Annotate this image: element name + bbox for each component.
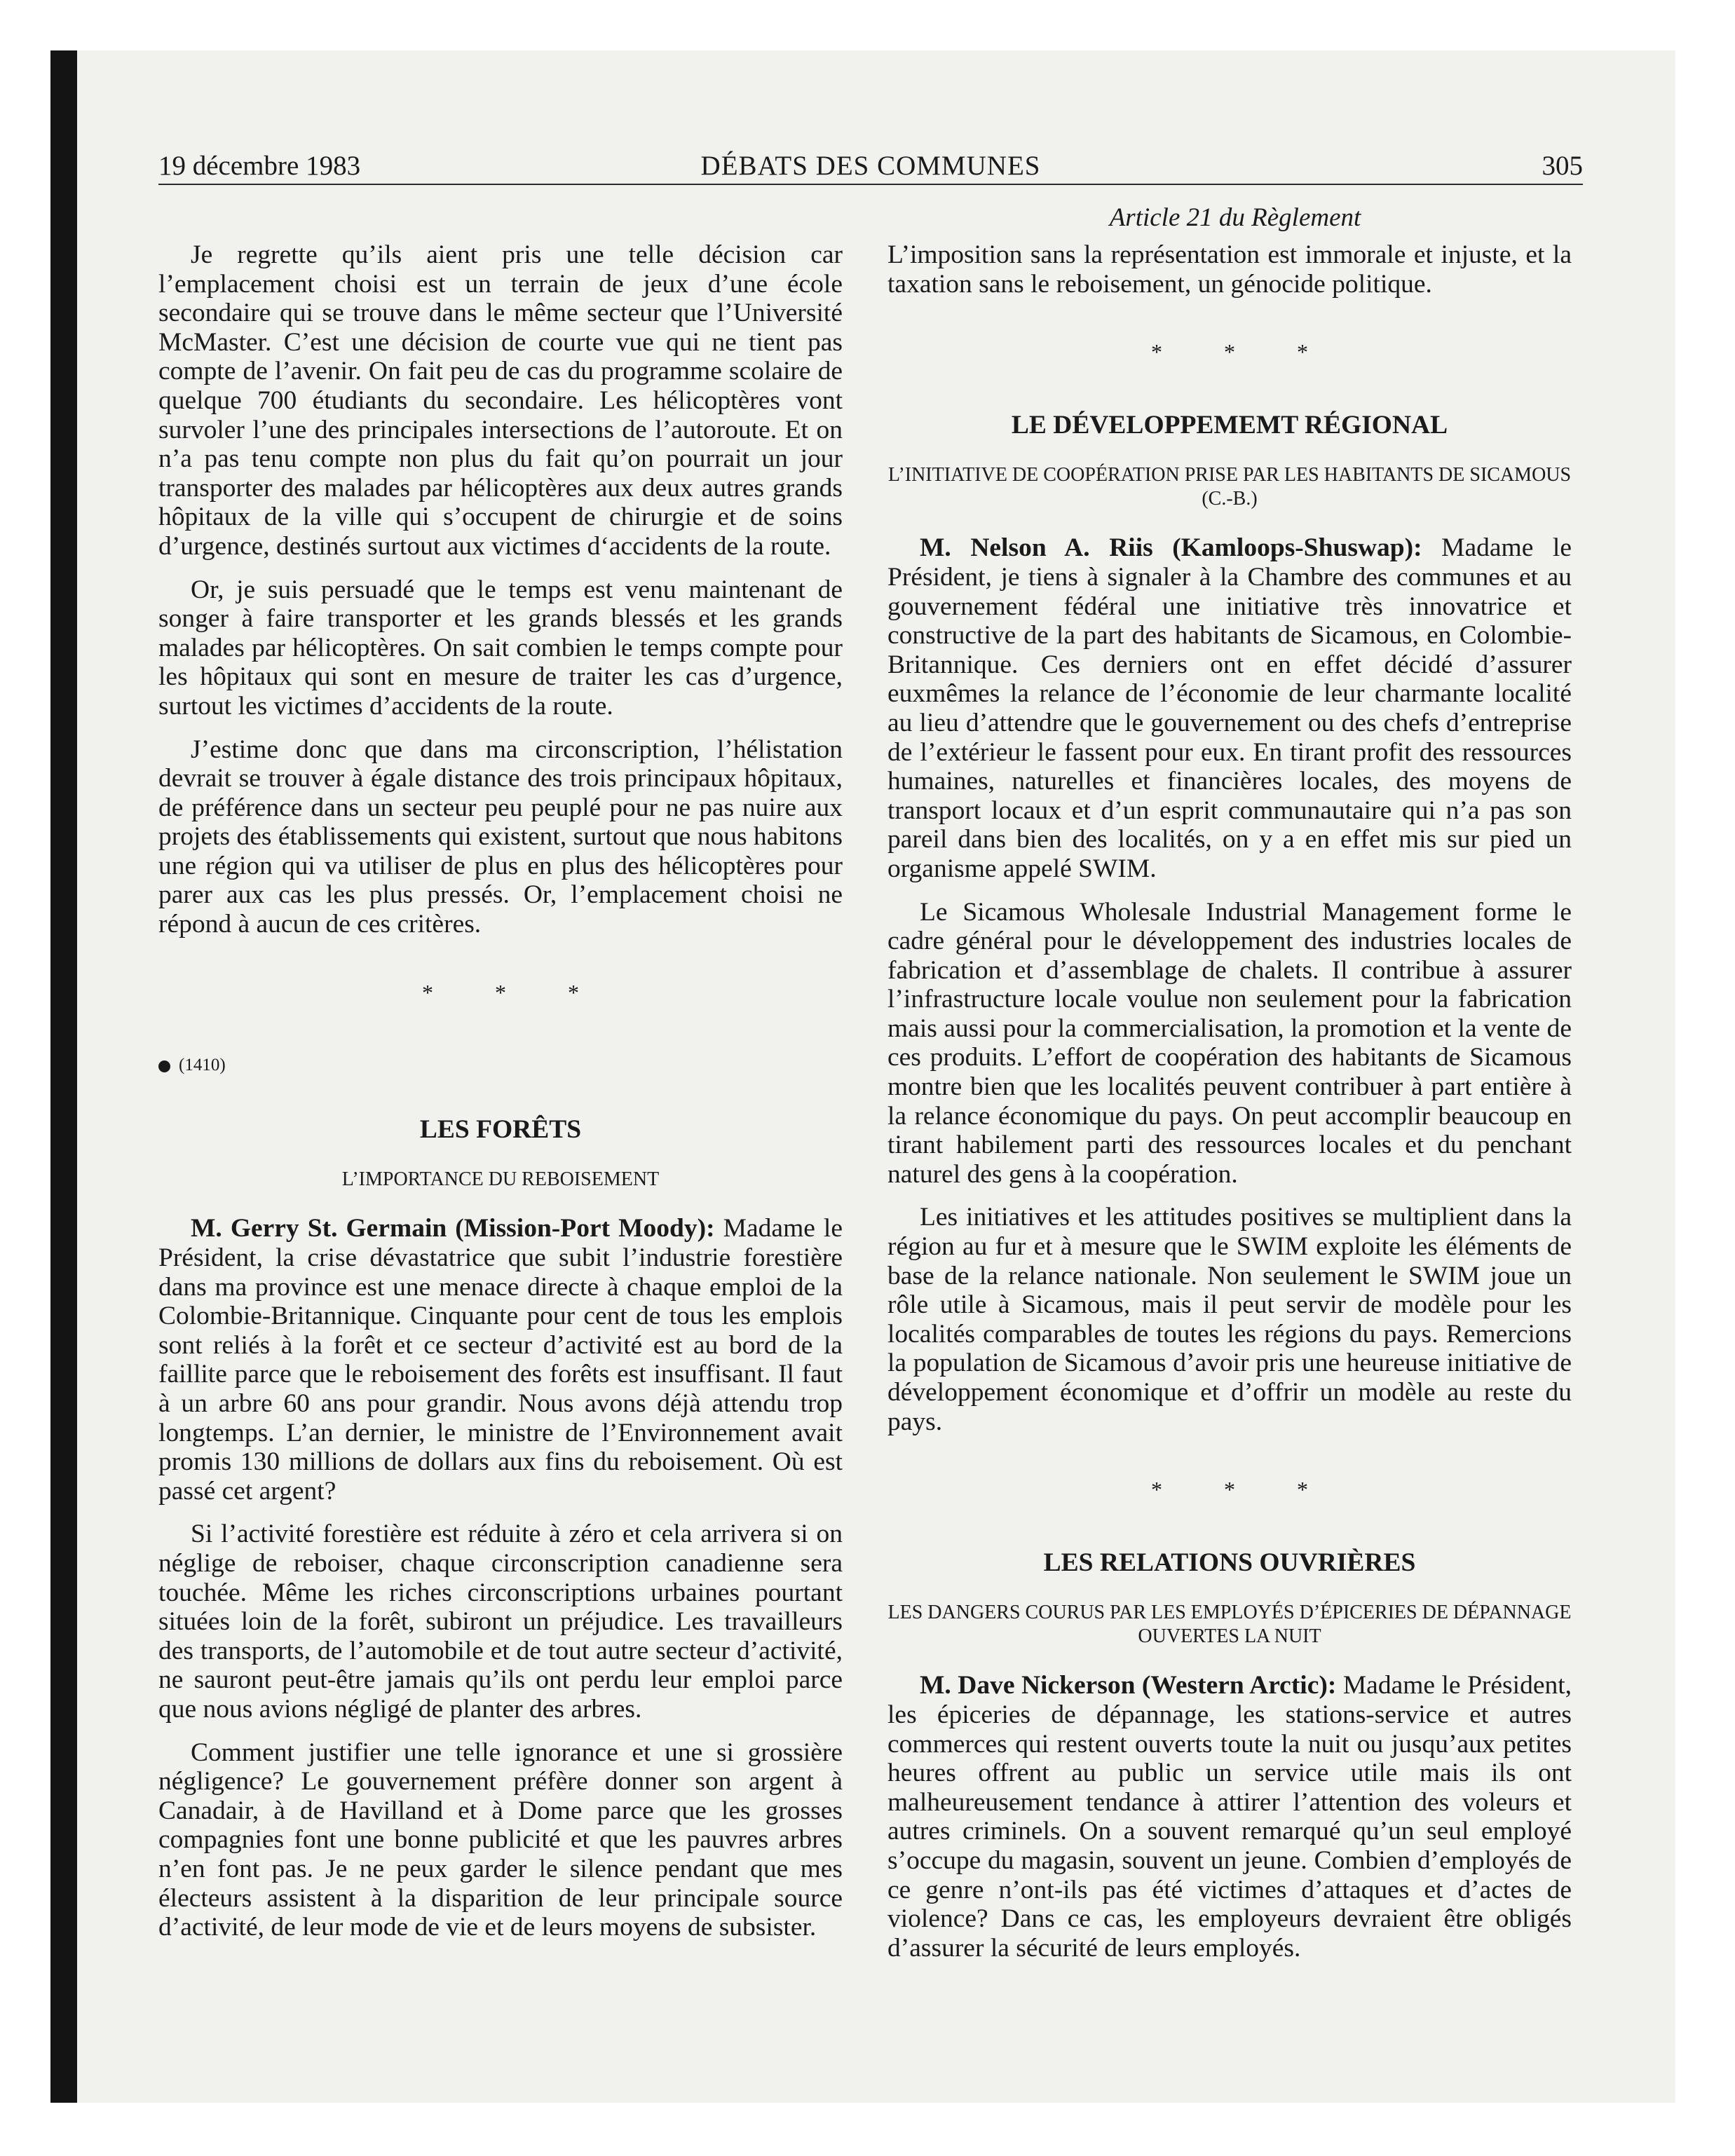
speech-paragraph xyxy=(887,1671,1572,1963)
scan-edge xyxy=(50,50,77,2103)
left-column xyxy=(158,240,843,1956)
bullet-icon xyxy=(158,1060,170,1072)
section-subtitle: L’INITIATIVE DE COOPÉRATION PRISE PAR LES HABITANTS DE SICAMOUS (C.-B.) xyxy=(887,464,1572,510)
paragraph: Les initiatives et les attitudes positives se multiplient dans la région au fur et à mesure que le SWIM exploite les éléments de base de la relance nationale. Non seulement le SWIM joue un rôle utile à Sicamous, mais il peut servir de modèle pour les localités comparables de toutes les régions du pays. Remercions la population de Sicamous d’avoir pris une heureuse initiative de développement économique et d’offrir un modèle au reste du pays. xyxy=(887,1203,1572,1436)
speech-text: Madame le Président, la crise dévastatrice que subit l’industrie forestière dans ma province est une menace directe à chaque emploi de la Colombie-Britannique. Cinquante pour cent de tous les emplois sont reliés à la forêt et ce secteur d’activité est au bord de la faillite parce que le reboisement des forêts est insuffisant. Il faut à un arbre 60 ans pour grandir. Nous avons déjà attendu trop longtemps. L’an dernier, le ministre de l’Environnement avait promis 130 millions de dollars aux fins du reboisement. Où est passé cet argent? xyxy=(158,1214,843,1506)
section-subtitle: L’IMPORTANCE DU REBOISEMENT xyxy=(341,1168,660,1191)
section-title: LES RELATIONS OUVRIÈRES xyxy=(1043,1548,1416,1577)
running-head: Article 21 du Règlement xyxy=(1109,203,1361,232)
speech-text: Madame le Président, je tiens à signaler à la Chambre des communes et au gouvernement fédéral une initiative très innovatrice et constructive de la part des habitants de Sicamous, en Colombie-Britannique. Ces derniers ont en effet décidé d’assurer euxmêmes la relance de l’économie de leur charmante localité au lieu d’attendre que le gouvernement ou des chefs d’entreprise de l’extérieur le fassent pour eux. En tirant profit des ressources humaines, naturelles et financières locales, des moyens de transport locaux et d’un esprit communautaire qui n’a pas son pareil dans bien des localités, on y a en effet mis sur pied un organisme appelé SWIM. xyxy=(887,533,1572,883)
header-date: 19 décembre 1983 xyxy=(158,151,361,181)
section-separator: * * * xyxy=(1151,1477,1336,1503)
header-title: DÉBATS DES COMMUNES xyxy=(700,151,1041,181)
speech-paragraph xyxy=(887,533,1572,883)
time-marker-label: (1410) xyxy=(179,1056,226,1075)
speech-text: Madame le Président, les épiceries de dépannage, les stations-service et autres commerces qui restent ouverts toute la nuit ou jusqu’aux petites heures offrent au public un service utile mais ils ont malheureusement tendance à attirer l’attention des voleurs et autres criminels. On a souvent remarqué qu’un seul employé s’occupe du magasin, souvent un jeune. Combien d’employés de ce genre n’ont-ils pas été victimes d’attaques et d’actes de violence? Dans ce cas, les employeurs devraient être obligés d’assurer la sécurité de leurs employés. xyxy=(887,1671,1572,1963)
right-column xyxy=(887,240,1572,1977)
page-header xyxy=(158,146,1583,186)
speaker-name: M. Gerry St. Germain (Mission-Port Moody): xyxy=(191,1214,715,1243)
time-marker xyxy=(158,1051,843,1080)
speaker-name: M. Dave Nickerson (Western Arctic): xyxy=(920,1671,1337,1700)
speaker-name: M. Nelson A. Riis (Kamloops-Shuswap): xyxy=(920,533,1422,563)
paragraph: Or, je suis persuadé que le temps est venu maintenant de songer à faire transporter et les grands blessés et les grands malades par hélicoptères. On sait combien le temps compte pour les hôpitaux qui sont en mesure de traiter les cas d’urgence, surtout les victimes d’accidents de la route. xyxy=(158,575,843,721)
paragraph: L’imposition sans la représentation est immorale et injuste, et la taxation sans le reboisement, un génocide politique. xyxy=(887,240,1572,299)
paragraph: J’estime donc que dans ma circonscription, l’hélistation devrait se trouver à égale distance des trois principaux hôpitaux, de préférence dans un secteur peu peuplé pour ne pas nuire aux projets des établissements qui existent, surtout que nous habitons une région qui va utiliser de plus en plus des hélicoptères pour parer aux cas les plus pressés. Or, l’emplacement choisi ne répond à aucun de ces critères. xyxy=(158,735,843,939)
section-separator: * * * xyxy=(1151,339,1336,365)
paragraph: Si l’activité forestière est réduite à zéro et cela arrivera si on néglige de reboiser, chaque circonscription canadienne sera touchée. Même les riches circonscriptions urbaines pourtant situées loin de la forêt, subiront un préjudice. Les travailleurs des transports, de l’automobile et de tout autre secteur d’activité, ne sauront peut-être jamais qu’ils ont perdu leur emploi parce que nous avions négligé de planter des arbres. xyxy=(158,1520,843,1724)
header-rule xyxy=(158,184,1583,185)
page-number: 305 xyxy=(1542,151,1583,181)
paragraph: Je regrette qu’ils aient pris une telle décision car l’emplacement choisi est un terrain de jeux d’une école secondaire qui se trouve dans le même secteur que l’Université McMaster. C’est une décision de courte vue qui ne tient pas compte de l’avenir. On fait peu de cas du programme scolaire de quelque 700 étudiants du secondaire. Les hélicoptères vont survoler l’une des principales intersections de l’autoroute. Et on n’a pas tenu compte non plus du fait qu’on pourrait un jour transporter des malades par hélicoptères aux deux autres grands hôpitaux de la ville qui s’occupent de chirurgie et de soins d’urgence, destinés surtout aux victimes d‘accidents de la route. xyxy=(158,240,843,561)
speech-paragraph xyxy=(158,1214,843,1506)
section-title: LE DÉVELOPPEMEMT RÉGIONAL xyxy=(1011,410,1448,439)
section-separator: * * * xyxy=(422,979,607,1005)
paragraph: Comment justifier une telle ignorance et une si grossière négligence? Le gouvernement préfère donner son argent à Canadair, à de Havilland et à Dome parce que les grosses compagnies font une bonne publicité et que les pauvres arbres n’en font pas. Je ne peux garder le silence pendant que mes électeurs assistent à la disparition de leur principale source d’activité, de leur mode de vie et de leurs moyens de subsister. xyxy=(158,1738,843,1942)
section-title: LES FORÊTS xyxy=(419,1114,582,1144)
section-subtitle: LES DANGERS COURUS PAR LES EMPLOYÉS D’ÉPICERIES DE DÉPANNAGE OUVERTES LA NUIT xyxy=(887,1602,1572,1648)
paragraph: Le Sicamous Wholesale Industrial Management forme le cadre général pour le développement des industries locales de fabrication et d’assemblage de chalets. Il contribue à assurer l’infrastructure locale voulue non seulement pour la fabrication mais aussi pour la commercialisation, la promotion et la vente de ces produits. L’effort de coopération des habitants de Sicamous montre bien que les localités peuvent contribuer à part entière à la relance économique du pays. On peut accomplir beaucoup en tirant habilement parti des ressources locales et du penchant naturel des gens à la coopération. xyxy=(887,897,1572,1189)
